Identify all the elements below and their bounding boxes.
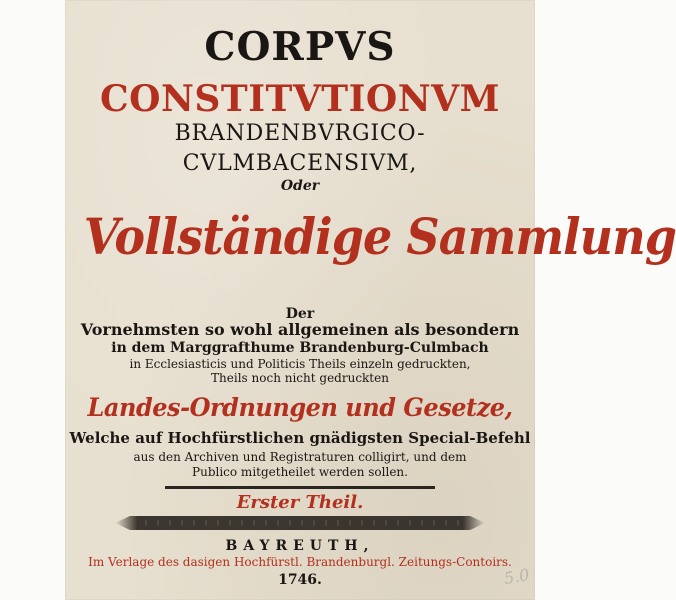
title-line-5: Oder xyxy=(280,178,320,194)
title-line-6: Vollständige Sammlung xyxy=(83,207,676,266)
subtitle-line-8: Vornehmsten so wohl allgemeinen als besondern xyxy=(80,320,520,339)
subtitle-line-12: Landes-Ordnungen und Gesetze, xyxy=(87,393,513,422)
rule-divider xyxy=(165,486,435,489)
subtitle-line-14: aus den Archiven und Registraturen colligirt, und dem xyxy=(133,450,467,464)
imprint-place: BAYREUTH, xyxy=(225,538,375,554)
subtitle-line-9: in dem Marggrafthume Brandenburg-Culmbach xyxy=(111,340,489,356)
pencil-mark: 5.0 xyxy=(502,564,531,589)
imprint-publisher: Im Verlage des dasigen Hochfürstl. Brandenburgl. Zeitungs-Contoirs. xyxy=(88,555,512,569)
title-line-1: CORPVS xyxy=(204,24,396,70)
title-line-4: CVLMBACENSIVM, xyxy=(182,151,418,176)
title-page xyxy=(65,0,676,600)
ornament-band-detail xyxy=(135,520,465,526)
title-line-3: BRANDENBVRGICO- xyxy=(174,121,426,146)
subtitle-line-11: Theils noch nicht gedruckten xyxy=(211,371,389,385)
subtitle-line-13: Welche auf Hochfürstlichen gnädigsten Special-Befehl xyxy=(69,429,531,447)
subtitle-line-7: Der xyxy=(285,306,315,322)
subtitle-line-10: in Ecclesiasticis und Politicis Theils einzeln gedruckten, xyxy=(129,357,471,371)
subtitle-line-15: Publico mitgetheilet werden sollen. xyxy=(192,465,408,479)
volume-label: Erster Theil. xyxy=(236,492,364,513)
title-line-2: CONSTITVTIONVM xyxy=(100,78,500,120)
imprint-year: 1746. xyxy=(278,572,322,588)
